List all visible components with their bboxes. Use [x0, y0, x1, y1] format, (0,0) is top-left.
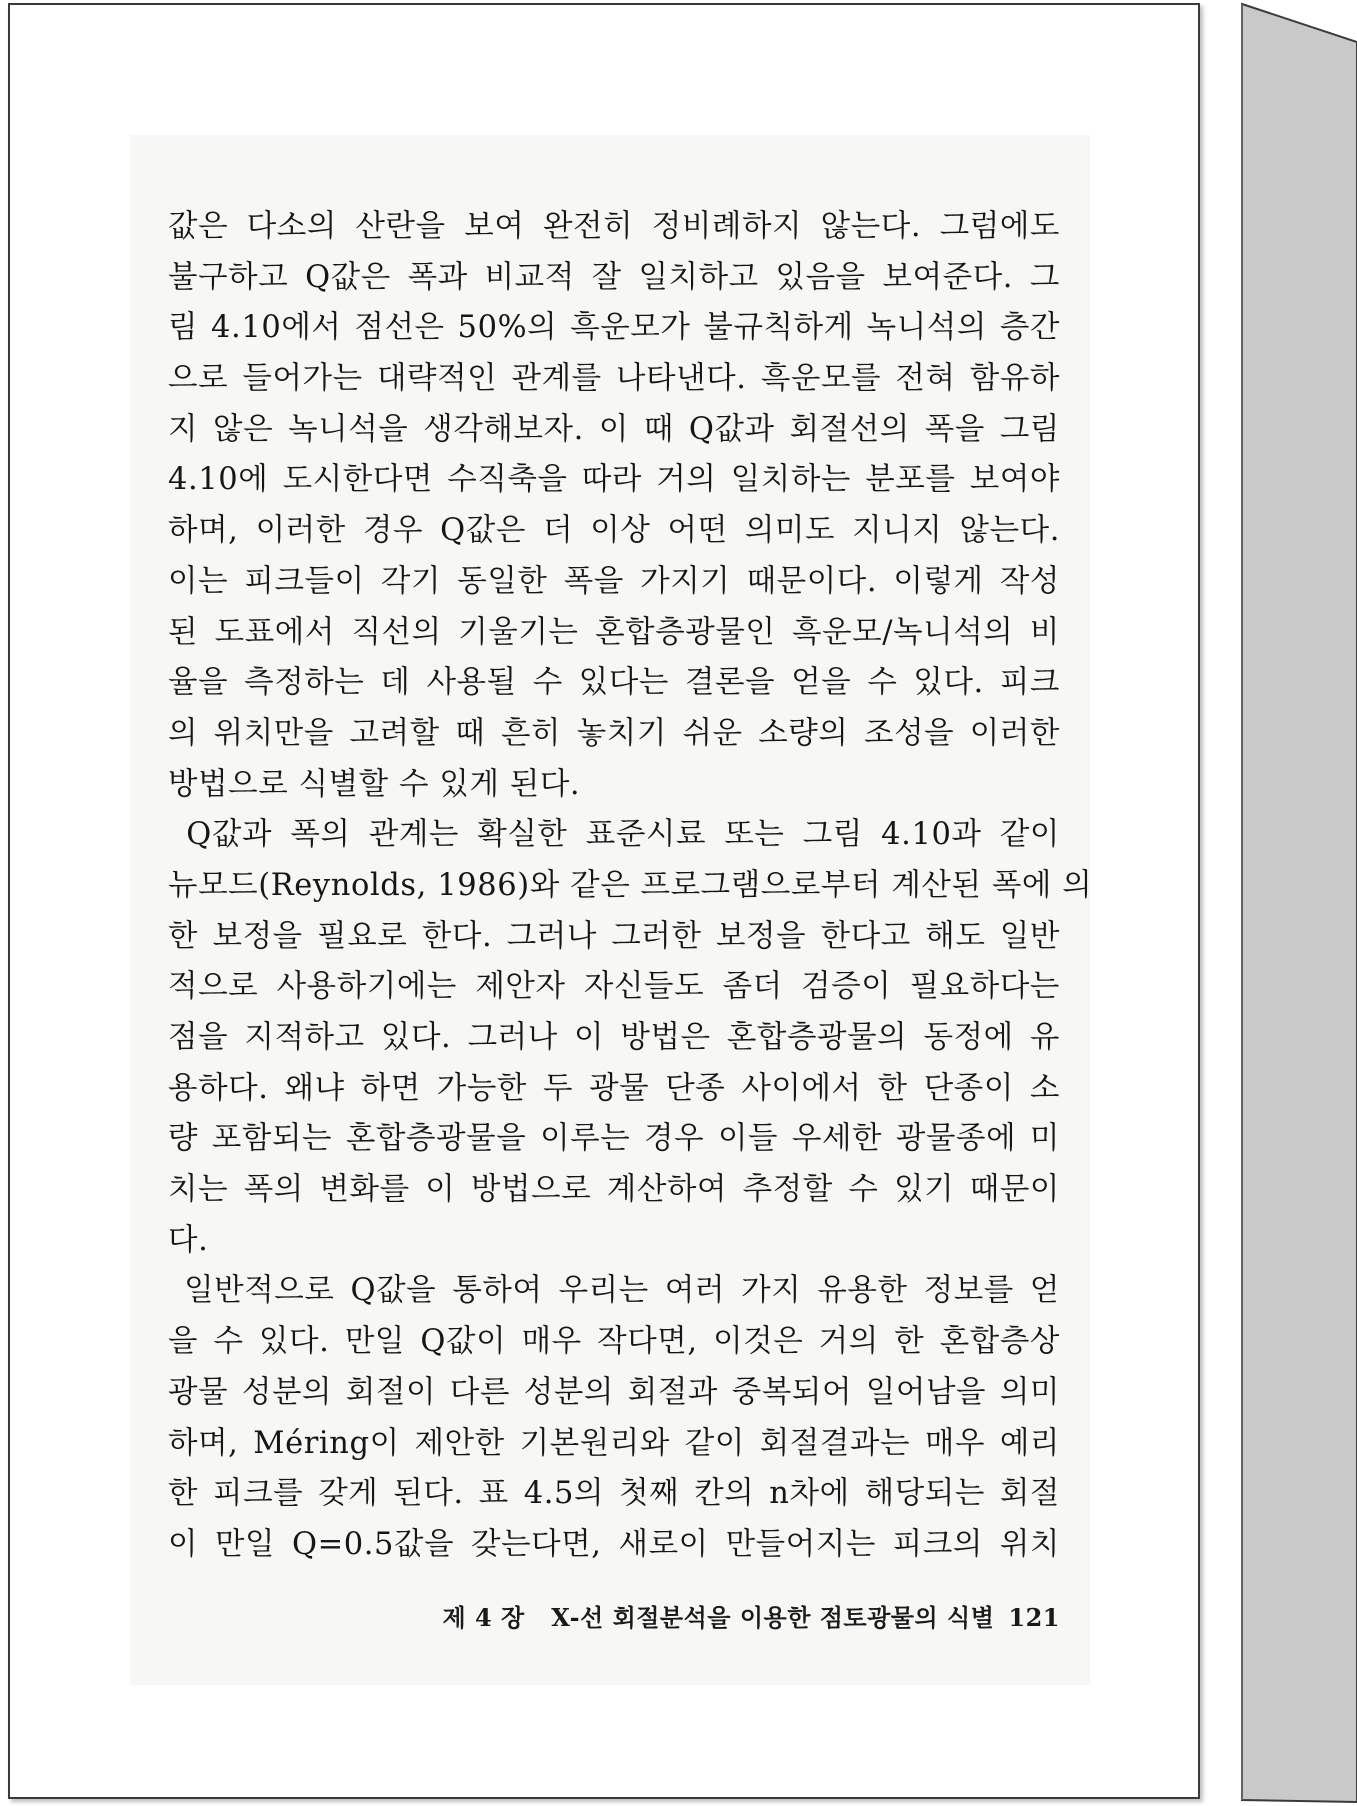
body-text: [168, 202, 1093, 1571]
text-line: 일반적으로 Q값을 통하여 우리는 여러 가지 유용한 정보를 얻: [168, 1273, 1060, 1309]
footer-chapter: 제 4 장: [442, 1603, 525, 1632]
book-spine-shading: [1200, 0, 1357, 1806]
text-line: 이 만일 Q=0.5값을 갖는다면, 새로이 만들어지는 피크의 위치: [168, 1526, 1060, 1562]
text-line: 값은 다소의 산란을 보여 완전히 정비례하지 않는다. 그럼에도: [168, 209, 1060, 244]
text-line: 용하다. 왜냐 하면 가능한 두 광물 단종 사이에서 한 단종이 소: [168, 1070, 1060, 1106]
text-line: 뉴모드(Reynolds, 1986)와 같은 프로그램으로부터 계산된 폭에 의: [168, 867, 1093, 903]
text-line: Q값과 폭의 관계는 확실한 표준시료 또는 그림 4.10과 같이: [168, 817, 1060, 853]
running-footer: [388, 1598, 1060, 1633]
text-line: 한 보정을 필요로 한다. 그러나 그러한 보정을 한다고 해도 일반: [168, 918, 1060, 954]
text-line: 4.10에 도시한다면 수직축을 따라 거의 일치하는 분포를 보여야: [168, 462, 1060, 498]
text-line: 하며, Méring이 제안한 기본원리와 같이 회절결과는 매우 예리: [168, 1425, 1060, 1461]
text-line: 방법으로 식별할 수 있게 된다.: [168, 766, 581, 802]
text-line: 한 피크를 갖게 된다. 표 4.5의 첫째 칸의 n차에 해당되는 회절: [168, 1476, 1060, 1512]
text-line: 불구하고 Q값은 폭과 비교적 잘 일치하고 있음을 보여준다. 그: [168, 259, 1060, 295]
text-line: 으로 들어가는 대략적인 관계를 나타낸다. 흑운모를 전혀 함유하: [168, 361, 1060, 397]
text-line: 된 도표에서 직선의 기울기는 혼합층광물인 흑운모/녹니석의 비: [168, 614, 1060, 650]
text-line: 량 포함되는 혼합층광물을 이루는 경우 이들 우세한 광물종에 미: [168, 1121, 1060, 1157]
page-number: 121: [1008, 1603, 1060, 1632]
text-line: 지 않은 녹니석을 생각해보자. 이 때 Q값과 회절선의 폭을 그림: [168, 411, 1060, 447]
footer-title: X-선 회절분석을 이용한 점토광물의 식별: [551, 1603, 995, 1632]
text-line: 이는 피크들이 각기 동일한 폭을 가지기 때문이다. 이렇게 작성: [168, 563, 1060, 599]
text-line: 의 위치만을 고려할 때 흔히 놓치기 쉬운 소량의 조성을 이러한: [168, 715, 1060, 751]
text-line: 광물 성분의 회절이 다른 성분의 회절과 중복되어 일어남을 의미: [168, 1374, 1060, 1410]
text-line: 점을 지적하고 있다. 그러나 이 방법은 혼합층광물의 동정에 유: [168, 1020, 1060, 1055]
text-line: 율을 측정하는 데 사용될 수 있다는 결론을 얻을 수 있다. 피크: [168, 665, 1060, 701]
text-line: 치는 폭의 변화를 이 방법으로 계산하여 추정할 수 있기 때문이: [168, 1172, 1060, 1208]
text-line: 적으로 사용하기에는 제안자 자신들도 좀더 검증이 필요하다는: [168, 969, 1060, 1005]
text-line: 을 수 있다. 만일 Q값이 매우 작다면, 이것은 거의 한 혼합층상: [168, 1324, 1060, 1360]
text-line: 하며, 이러한 경우 Q값은 더 이상 어떤 의미도 지니지 않는다.: [168, 513, 1060, 549]
text-line: 다.: [168, 1222, 209, 1258]
text-line: 림 4.10에서 점선은 50%의 흑운모가 불규칙하게 녹니석의 층간: [168, 310, 1060, 346]
